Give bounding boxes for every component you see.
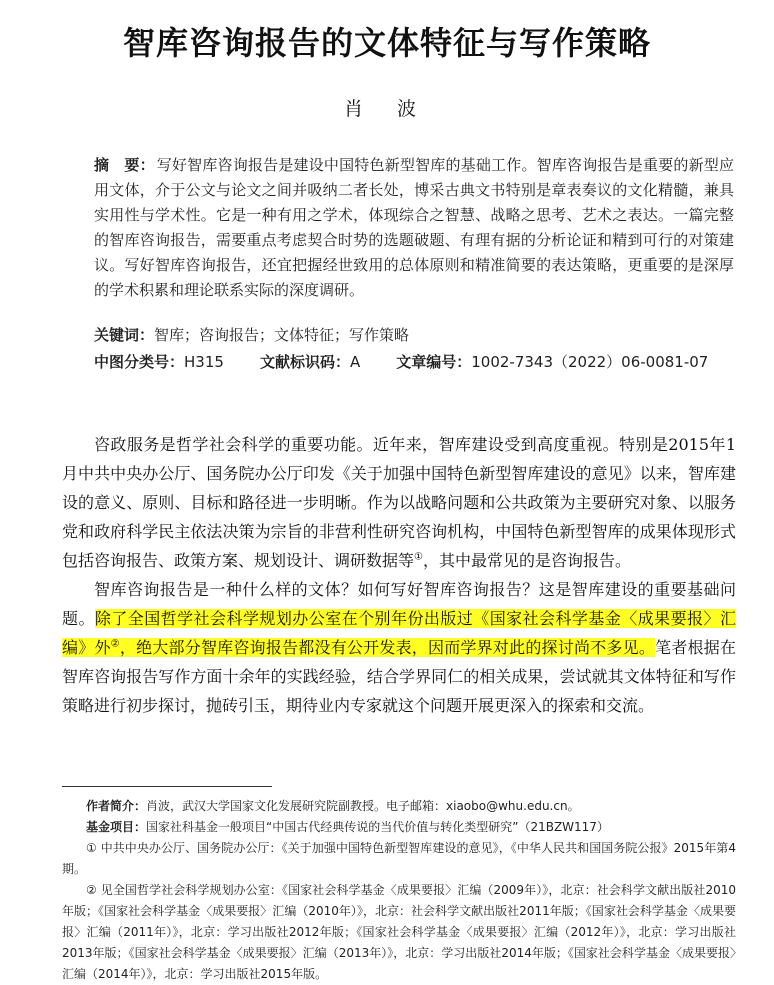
p2-text-a: 智库咨询报告是一种什么样的文体？如何写好智库咨询报告？这是智库建设的重要基础问题。 bbox=[62, 580, 736, 628]
highlighted-text bbox=[62, 609, 736, 657]
footnote-1: ① 中共中央办公厅、国务院办公厅：《关于加强中国特色新型智库建设的意见》，《中华人民共和国国务院公报》2015年第4期。 bbox=[62, 841, 736, 876]
p2-highlight-b: ，绝大部分智库咨询报告都没有公开发表，因而学界对此的探讨尚不多见。 bbox=[119, 638, 656, 657]
fund-note-text: 国家社科基金一般项目“中国古代经典传说的当代价值与转化类型研究”（21BZW117） bbox=[146, 820, 609, 834]
author-note-text: 肖波，武汉大学国家文化发展研究院副教授。电子邮箱：xiaobo@whu.edu.cn。 bbox=[146, 799, 580, 813]
article-number-value: 1002-7343（2022）06-0081-07 bbox=[471, 353, 709, 371]
author-note bbox=[62, 796, 736, 817]
p2-highlight-a: 除了全国哲学社会科学规划办公室在个别年份出版过《国家社会科学基金〈成果要报〉汇编》外 bbox=[62, 609, 736, 657]
fund-note-label: 基金项目： bbox=[86, 820, 147, 834]
classification-line bbox=[94, 350, 734, 375]
body-text bbox=[62, 430, 736, 720]
p2-text-b: 笔者根据在智库咨询报告写作方面十余年的实践经验，结合学界同仁的相关成果，尝试就其文体特征和写作策略进行初步探讨，抛砖引玉，期待业内专家就这个问题开展更深入的探索和交流。 bbox=[62, 638, 736, 715]
footnote-2: ② 见全国哲学社会科学规划办公室：《国家社会科学基金〈成果要报〉汇编（2009年）》，北京：社会科学文献出版社2010年版；《国家社会科学基金〈成果要报〉汇编（2010年）》，北京：社会科学文献出版社2011年版；《国家社会科学基金〈成果要报〉汇编（2011年）》，北京：学习出版社2012年版；《国家社会科学基金〈成果要报〉汇编（2012年）》，北京：学习出版社2013年版；《国家社会科学基金〈成果要报〉汇编（2013年）》，北京：学习出版社2014年版；《国家社会科学基金〈成果要报〉汇编（2014年）》，北京：学习出版社2015年版。 bbox=[62, 883, 736, 981]
p1-text-a: 咨政服务是哲学社会科学的重要功能。近年来，智库建设受到高度重视。特别是2015年1月中共中央办公厅、国务院办公厅印发《关于加强中国特色新型智库建设的意见》以来，智库建设的意义、原则、目标和路径进一步明晰。作为以战略问题和公共政策为主要研究对象、以服务党和政府科学民主依法决策为宗旨的非营利性研究咨询机构，中国特色新型智库的成果体现形式包括咨询报告、政策方案、规划设计、调研数据等 bbox=[62, 435, 736, 570]
abstract-text: 写好智库咨询报告是建设中国特色新型智库的基础工作。智库咨询报告是重要的新型应用文体，介于公文与论文之间并吸纳二者长处，博采古典文书特别是章表奏议的文化精髓，兼具实用性与学术性。它是一种有用之学术，体现综合之智慧、战略之思考、艺术之表达。一篇完整的智库咨询报告，需要重点考虑契合时势的选题破题、有理有据的分析论证和精到可行的对策建议。写好智库咨询报告，还宜把握经世致用的总体原则和精准简要的表达策略，更重要的是深厚的学术积累和理论联系实际的深度调研。 bbox=[94, 156, 734, 299]
article-title: 智库咨询报告的文体特征与写作策略 bbox=[122, 24, 651, 62]
article-number-label: 文章编号： bbox=[396, 353, 472, 371]
footnote-ref-2[interactable]: ② bbox=[110, 638, 120, 650]
fund-note bbox=[62, 817, 736, 838]
footnotes bbox=[62, 796, 736, 985]
p1-text-b: ，其中最常见的是咨询报告。 bbox=[422, 551, 631, 570]
abstract-label: 摘 要： bbox=[94, 156, 155, 174]
keywords bbox=[94, 323, 734, 348]
body-paragraph-2 bbox=[62, 575, 736, 720]
doc-code-label: 文献标识码： bbox=[259, 353, 350, 371]
author-name: 肖 波 bbox=[343, 98, 431, 120]
keywords-text: 智库；咨询报告；文体特征；写作策略 bbox=[154, 326, 410, 344]
abstract bbox=[94, 153, 734, 303]
author-note-label: 作者简介： bbox=[86, 799, 147, 813]
footnote-divider bbox=[62, 786, 272, 787]
clc-label: 中图分类号： bbox=[94, 353, 185, 371]
keywords-label: 关键词： bbox=[94, 326, 155, 344]
footnote-ref-1[interactable]: ① bbox=[414, 551, 423, 563]
clc-value: H315 bbox=[184, 353, 224, 371]
doc-code-value: A bbox=[349, 353, 361, 371]
body-paragraph-1 bbox=[62, 430, 736, 575]
